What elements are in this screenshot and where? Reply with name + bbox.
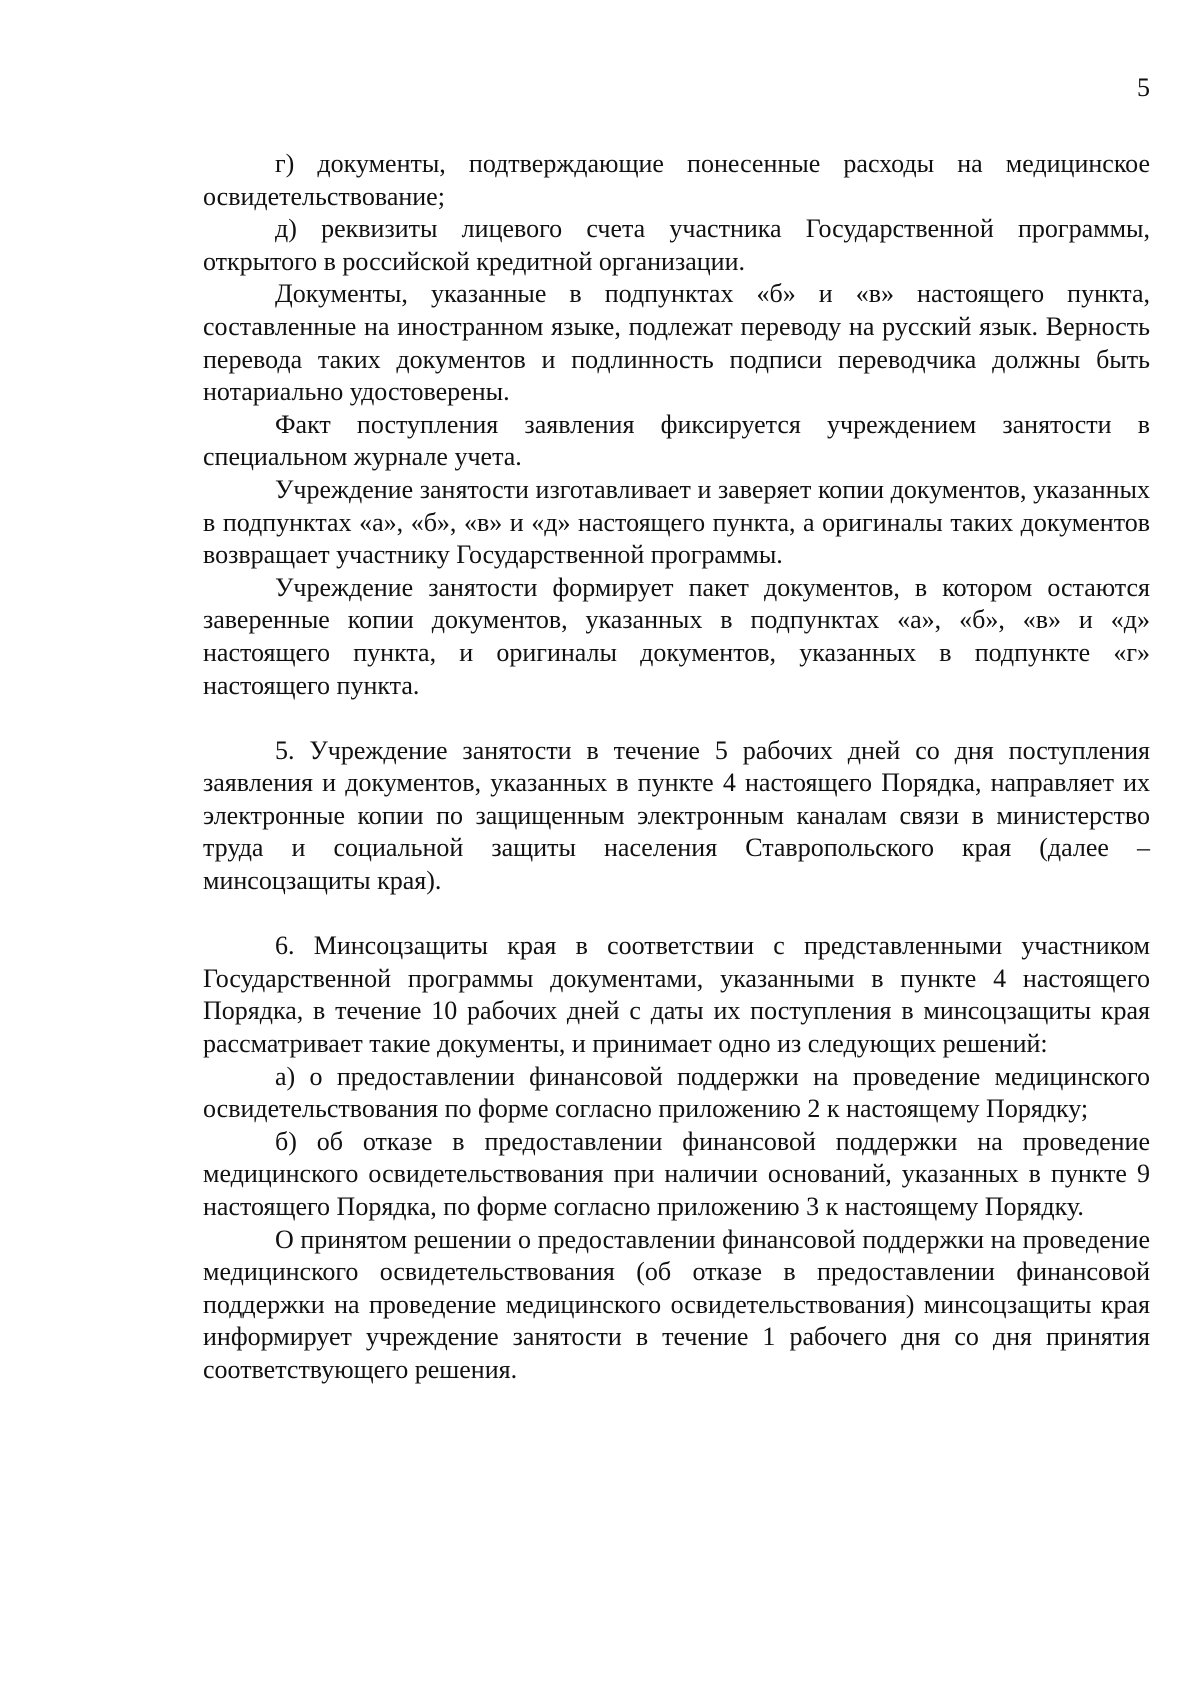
paragraph-decision-b: б) об отказе в предоставлении финансовой поддержки на проведение медицинского освидетельствования при наличии оснований, указанных в пункте 9 настоящего Порядка, по форме согласно приложению 3 к настоящему Порядку. (203, 1126, 1150, 1221)
paragraph-subitem-g: г) документы, подтверждающие понесенные расходы на медицинское освидетельствование; (203, 149, 1150, 211)
paragraph-spacer (203, 898, 1150, 931)
paragraph-spacer (203, 702, 1150, 735)
paragraph-subitem-d: д) реквизиты лицевого счета участника Государственной программы, открытого в российской кредитной организации. (203, 214, 1150, 276)
paragraph-translation: Документы, указанные в подпунктах «б» и «в» настоящего пункта, составленные на иностранном языке, подлежат переводу на русский язык. Верность перевода таких документов и подлинность подписи переводчика должны быть нотариально удостоверены. (203, 279, 1150, 407)
paragraph-document-package: Учреждение занятости формирует пакет документов, в котором остаются заверенные копии документов, указанных в подпунктах «а», «б», «в» и «д» настоящего пункта, и оригиналы документов, указанных в подпункте «г» настоящего пункта. (203, 572, 1150, 700)
document-body (203, 148, 1150, 1387)
paragraph-registration: Факт поступления заявления фиксируется учреждением занятости в специальном журнале учета. (203, 409, 1150, 472)
paragraph-decision-a: а) о предоставлении финансовой поддержки на проведение медицинского освидетельствования по форме согласно приложению 2 к настоящему Порядку; (203, 1061, 1150, 1124)
page-number: 5 (1137, 73, 1150, 102)
paragraph-notification: О принятом решении о предоставлении финансовой поддержки на проведение медицинского освидетельствования (об отказе в предоставлении финансовой поддержки на проведение медицинского освидетельствования) минсоцзащиты края информирует учреждение занятости в течение 1 рабочего дня со дня принятия соответствующего решения. (203, 1224, 1150, 1384)
paragraph-copies: Учреждение занятости изготавливает и заверяет копии документов, указанных в подпунктах «а», «б», «в» и «д» настоящего пункта, а оригиналы таких документов возвращает участнику Государственной программы. (203, 474, 1150, 570)
paragraph-section-5: 5. Учреждение занятости в течение 5 рабочих дней со дня поступления заявления и документов, указанных в пункте 4 настоящего Порядка, направляет их электронные копии по защищенным электронным каналам связи в министерство труда и социальной защиты населения Ставропольского края (далее – минсоцзащиты края). (203, 735, 1150, 896)
paragraph-section-6: 6. Минсоцзащиты края в соответствии с представленными участником Государственной программы документами, указанными в пункте 4 настоящего Порядка, в течение 10 рабочих дней с даты их поступления в минсоцзащиты края рассматривает такие документы, и принимает одно из следующих решений: (203, 931, 1150, 1059)
